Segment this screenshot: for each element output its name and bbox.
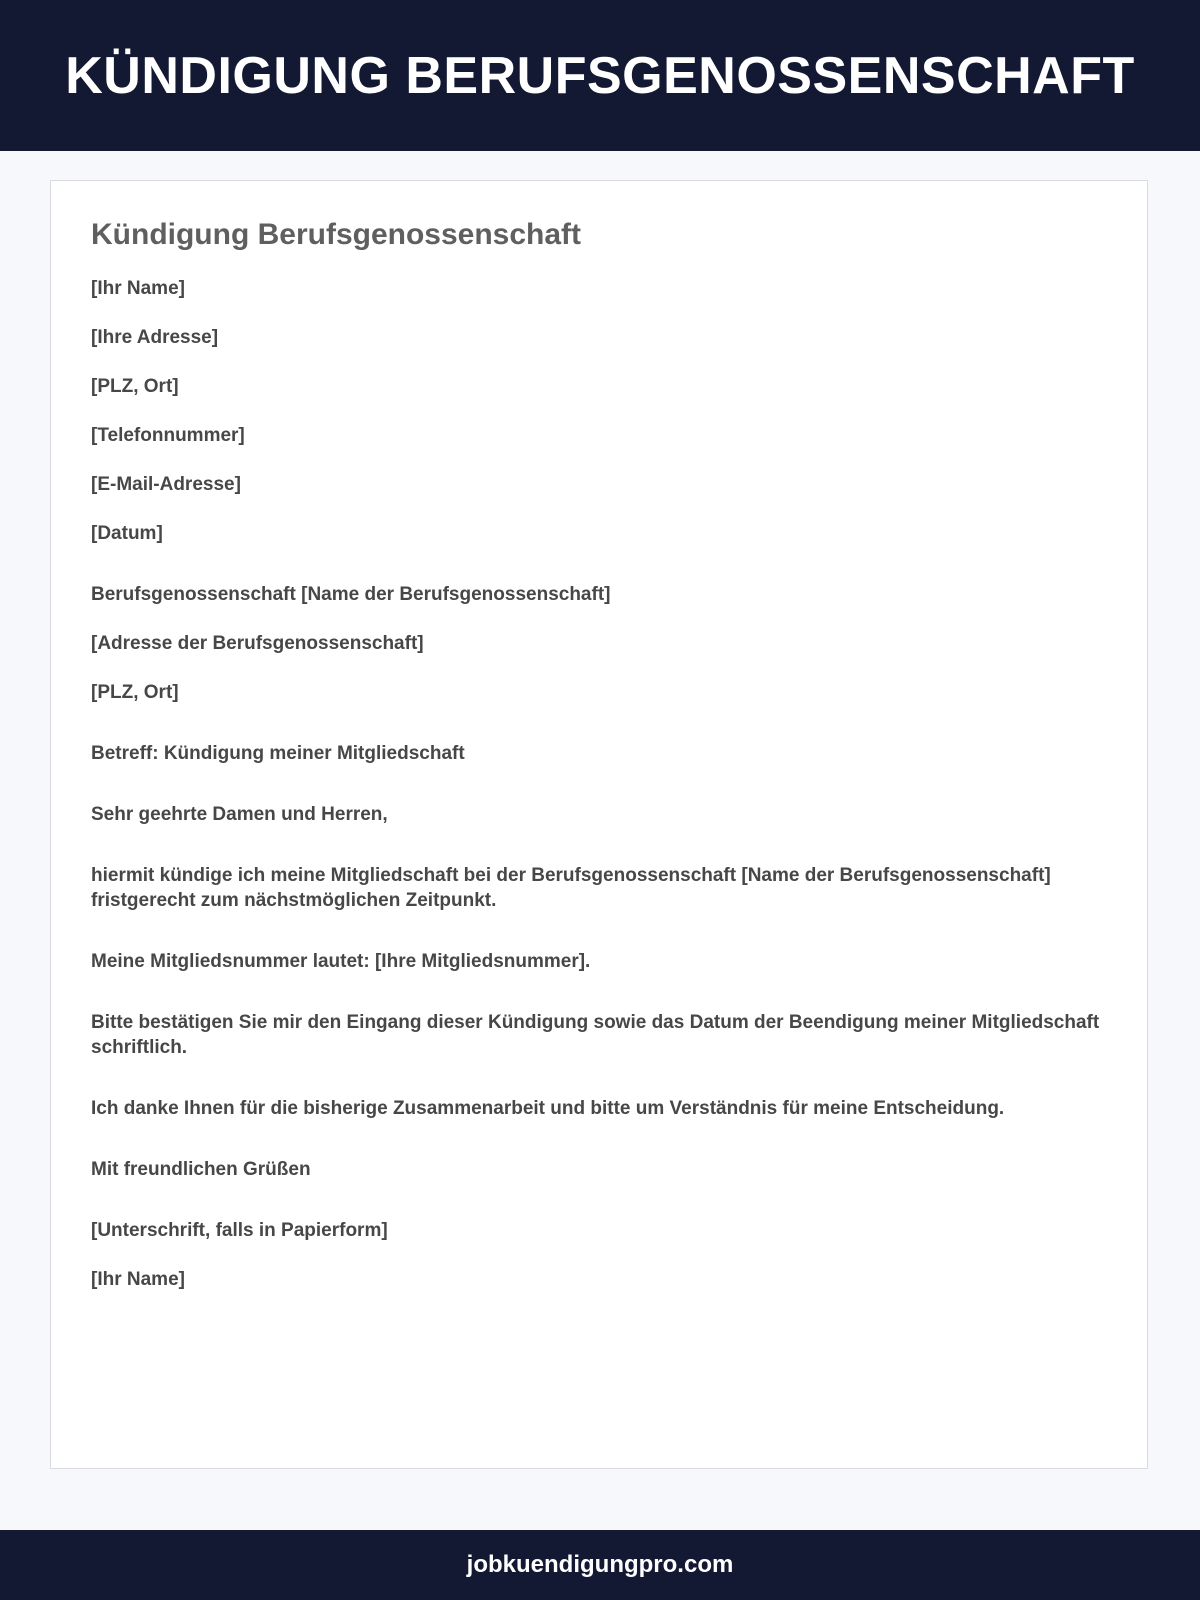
recipient-address: [Adresse der Berufsgenossenschaft] (91, 633, 424, 654)
letter-closing: Mit freundlichen Grüßen (91, 1159, 311, 1180)
sender-address: [Ihre Adresse] (91, 327, 219, 348)
footer-site-link[interactable]: jobkuendigungpro.com (466, 1551, 734, 1578)
paragraph-confirmation: Bitte bestätigen Sie mir den Eingang dieser Kündigung sowie das Datum der Beendigung meiner Mitgliedschaft schriftlich. (91, 1012, 1100, 1058)
header-title: KÜNDIGUNG BERUFSGENOSSENSCHAFT (65, 46, 1135, 105)
letter-card (50, 180, 1148, 1469)
paragraph-membership-number: Meine Mitgliedsnummer lautet: [Ihre Mitgliedsnummer]. (91, 951, 591, 972)
recipient-name: Berufsgenossenschaft [Name der Berufsgenossenschaft] (91, 584, 611, 605)
paragraph-termination: hiermit kündige ich meine Mitgliedschaft bei der Berufsgenossenschaft [Name der Berufsgenossenschaft] fristgerecht zum nächstmöglichen Zeitpunkt. (91, 865, 1051, 911)
paragraph-thanks: Ich danke Ihnen für die bisherige Zusammenarbeit und bitte um Verständnis für meine Entscheidung. (91, 1098, 1005, 1119)
page-footer (0, 1530, 1200, 1600)
sender-email: [E-Mail-Adresse] (91, 474, 241, 495)
sender-date: [Datum] (91, 523, 163, 544)
sender-name: [Ihr Name] (91, 278, 185, 299)
recipient-zip-city: [PLZ, Ort] (91, 682, 179, 703)
document-title: Kündigung Berufsgenossenschaft (91, 218, 582, 251)
signature-name: [Ihr Name] (91, 1269, 185, 1290)
page-header (0, 0, 1200, 151)
signature-placeholder: [Unterschrift, falls in Papierform] (91, 1220, 388, 1241)
sender-zip-city: [PLZ, Ort] (91, 376, 179, 397)
letter-salutation: Sehr geehrte Damen und Herren, (91, 804, 388, 825)
sender-phone: [Telefonnummer] (91, 425, 245, 446)
letter-subject: Betreff: Kündigung meiner Mitgliedschaft (91, 743, 465, 764)
